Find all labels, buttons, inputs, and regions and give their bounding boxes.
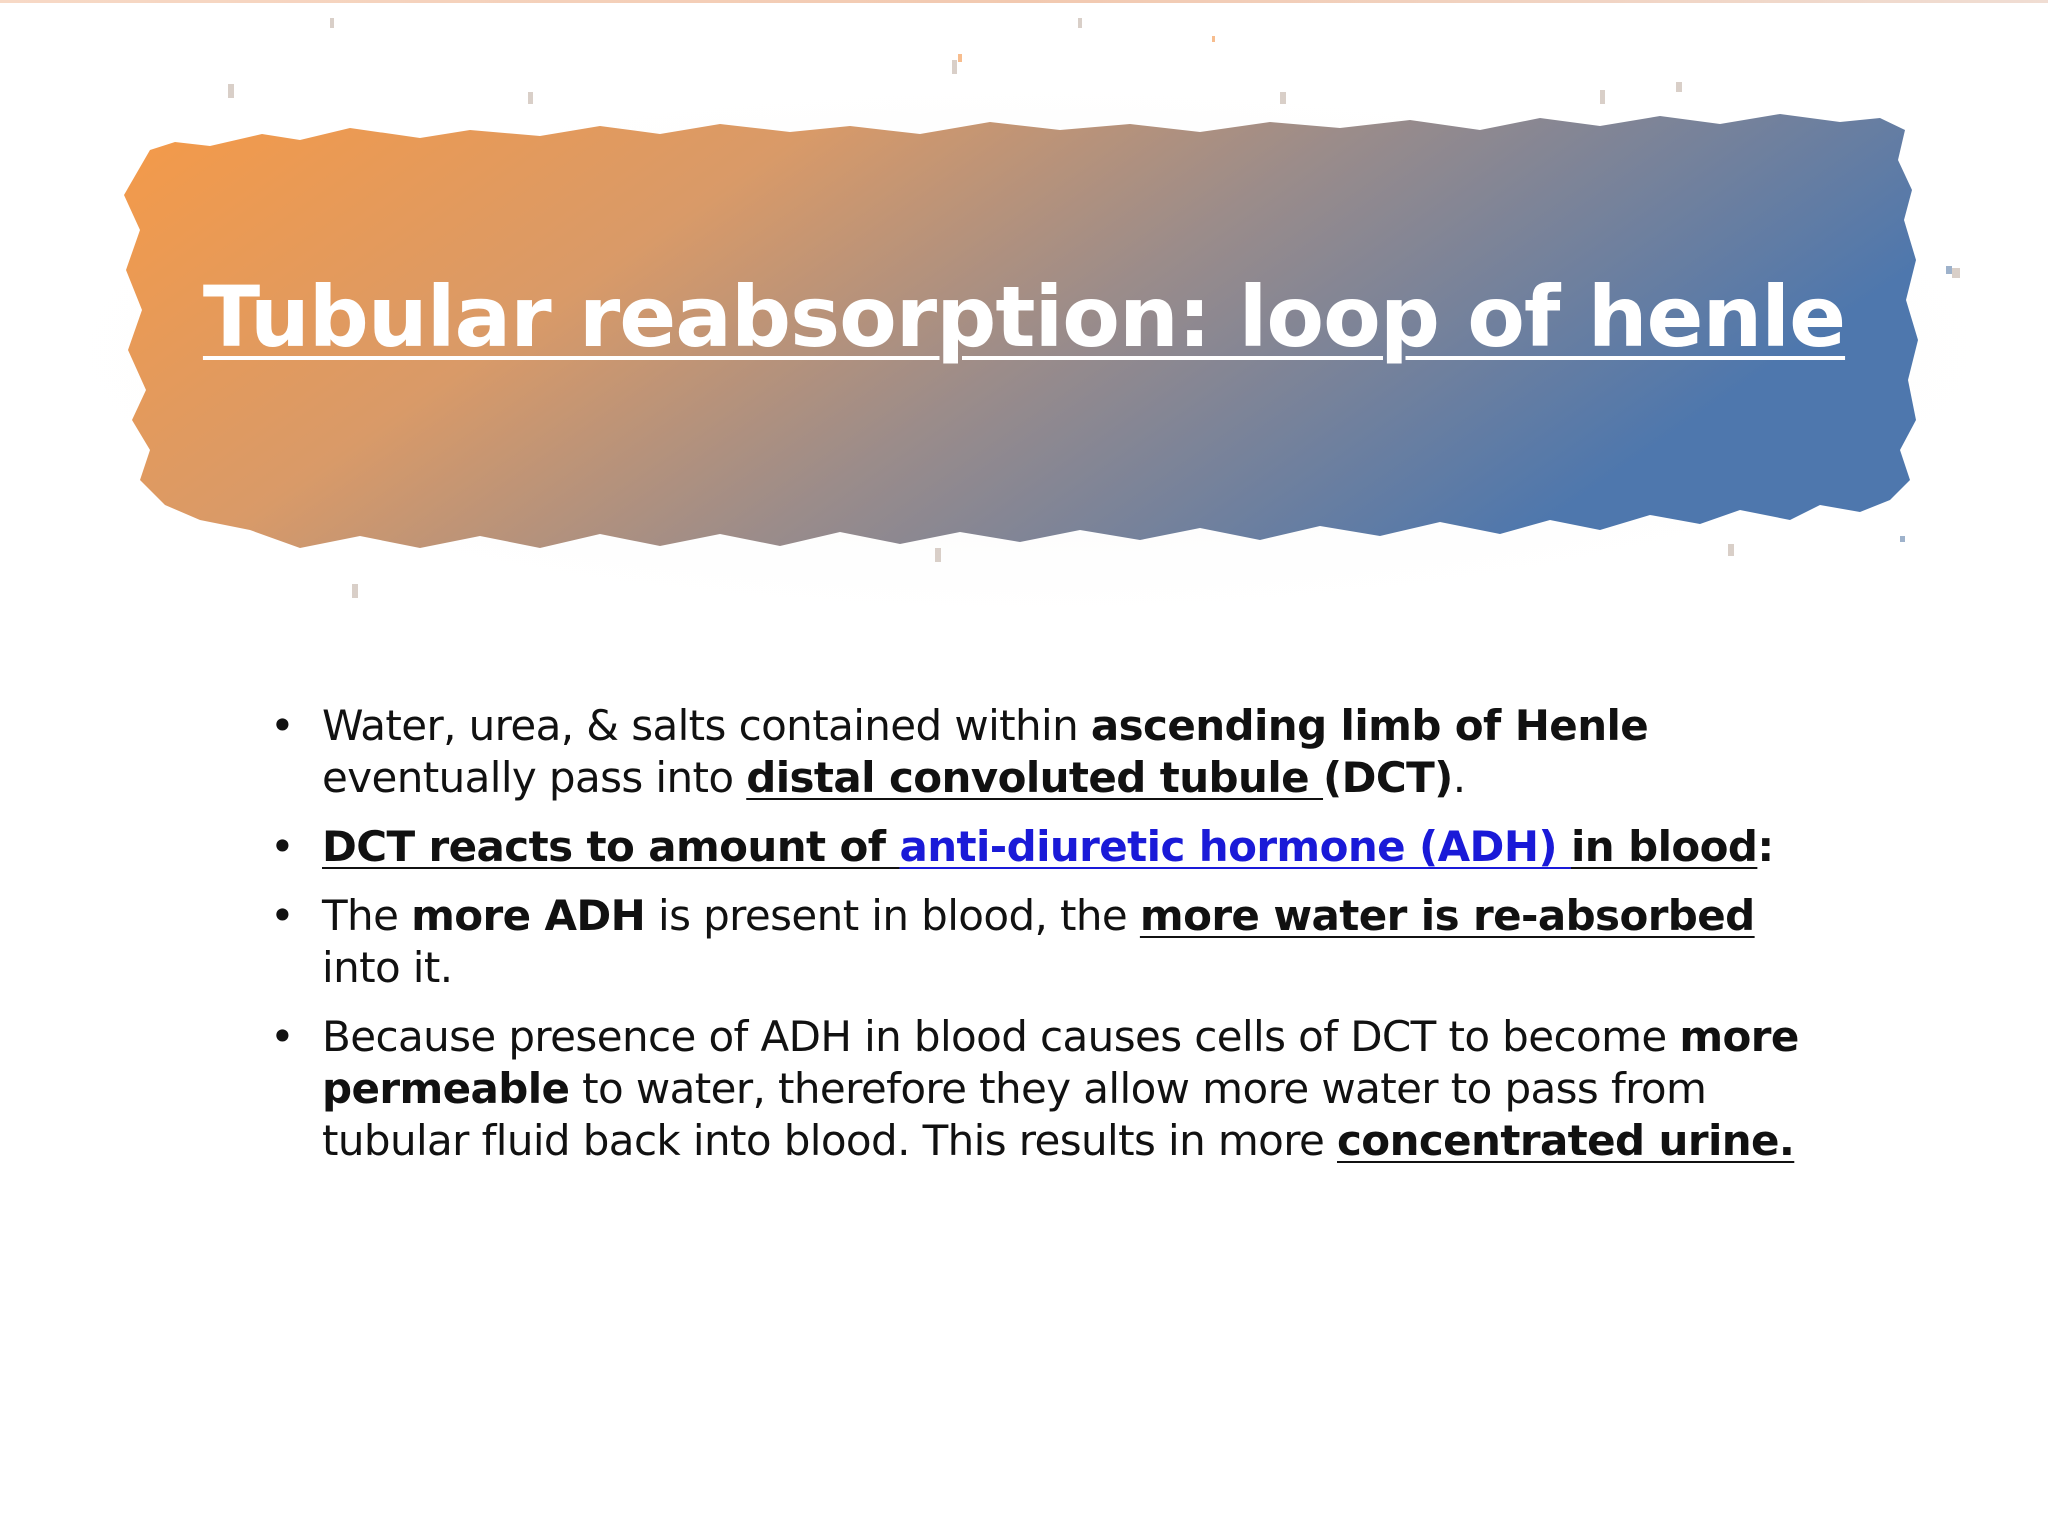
bullet-text: . — [1452, 753, 1466, 802]
term-dct-reacts: DCT reacts to amount of — [322, 822, 900, 871]
term-concentrated-urine: concentrated urine. — [1337, 1116, 1795, 1165]
bullet-item — [264, 1011, 1824, 1167]
bullet-dot-icon: • — [270, 701, 295, 750]
slide-title: Tubular reabsorption: loop of henle — [202, 268, 1846, 366]
term-more-water-reabsorbed: more water is re-absorbed — [1139, 891, 1755, 940]
bullet-text: to water, therefore they allow more water to pass from tubular fluid back into blood. This results in more — [322, 1064, 1707, 1165]
bullet-text: Because presence of ADH in blood causes cells of DCT to become — [322, 1012, 1680, 1061]
term-more-adh: more ADH — [411, 891, 646, 940]
bullet-text: eventually pass into — [322, 753, 747, 802]
bullet-dot-icon: • — [270, 1012, 295, 1061]
term-dct: (DCT) — [1323, 753, 1453, 802]
bullet-item — [264, 890, 1824, 994]
bullet-text: is present in blood, the — [645, 891, 1140, 940]
term-in-blood: in blood — [1571, 822, 1758, 871]
bullet-item — [264, 821, 1824, 873]
bullet-text: Water, urea, & salts contained within — [322, 701, 1091, 750]
adh-link[interactable]: anti-diuretic hormone (ADH) — [899, 822, 1571, 871]
term-ascending-limb: ascending limb of Henle — [1090, 701, 1649, 750]
bullet-item — [264, 700, 1824, 804]
bullet-text: The — [322, 891, 412, 940]
bullet-list — [264, 700, 1824, 1167]
slide-body — [264, 700, 1824, 1184]
term-more-permeable: more permeable — [322, 1012, 1799, 1113]
bullet-dot-icon: • — [270, 822, 295, 871]
bullet-dot-icon: • — [270, 891, 295, 940]
bullet-text: : — [1757, 822, 1774, 871]
bullet-text: into it. — [322, 943, 453, 992]
term-distal-convoluted-tubule: distal convoluted tubule — [746, 753, 1324, 802]
